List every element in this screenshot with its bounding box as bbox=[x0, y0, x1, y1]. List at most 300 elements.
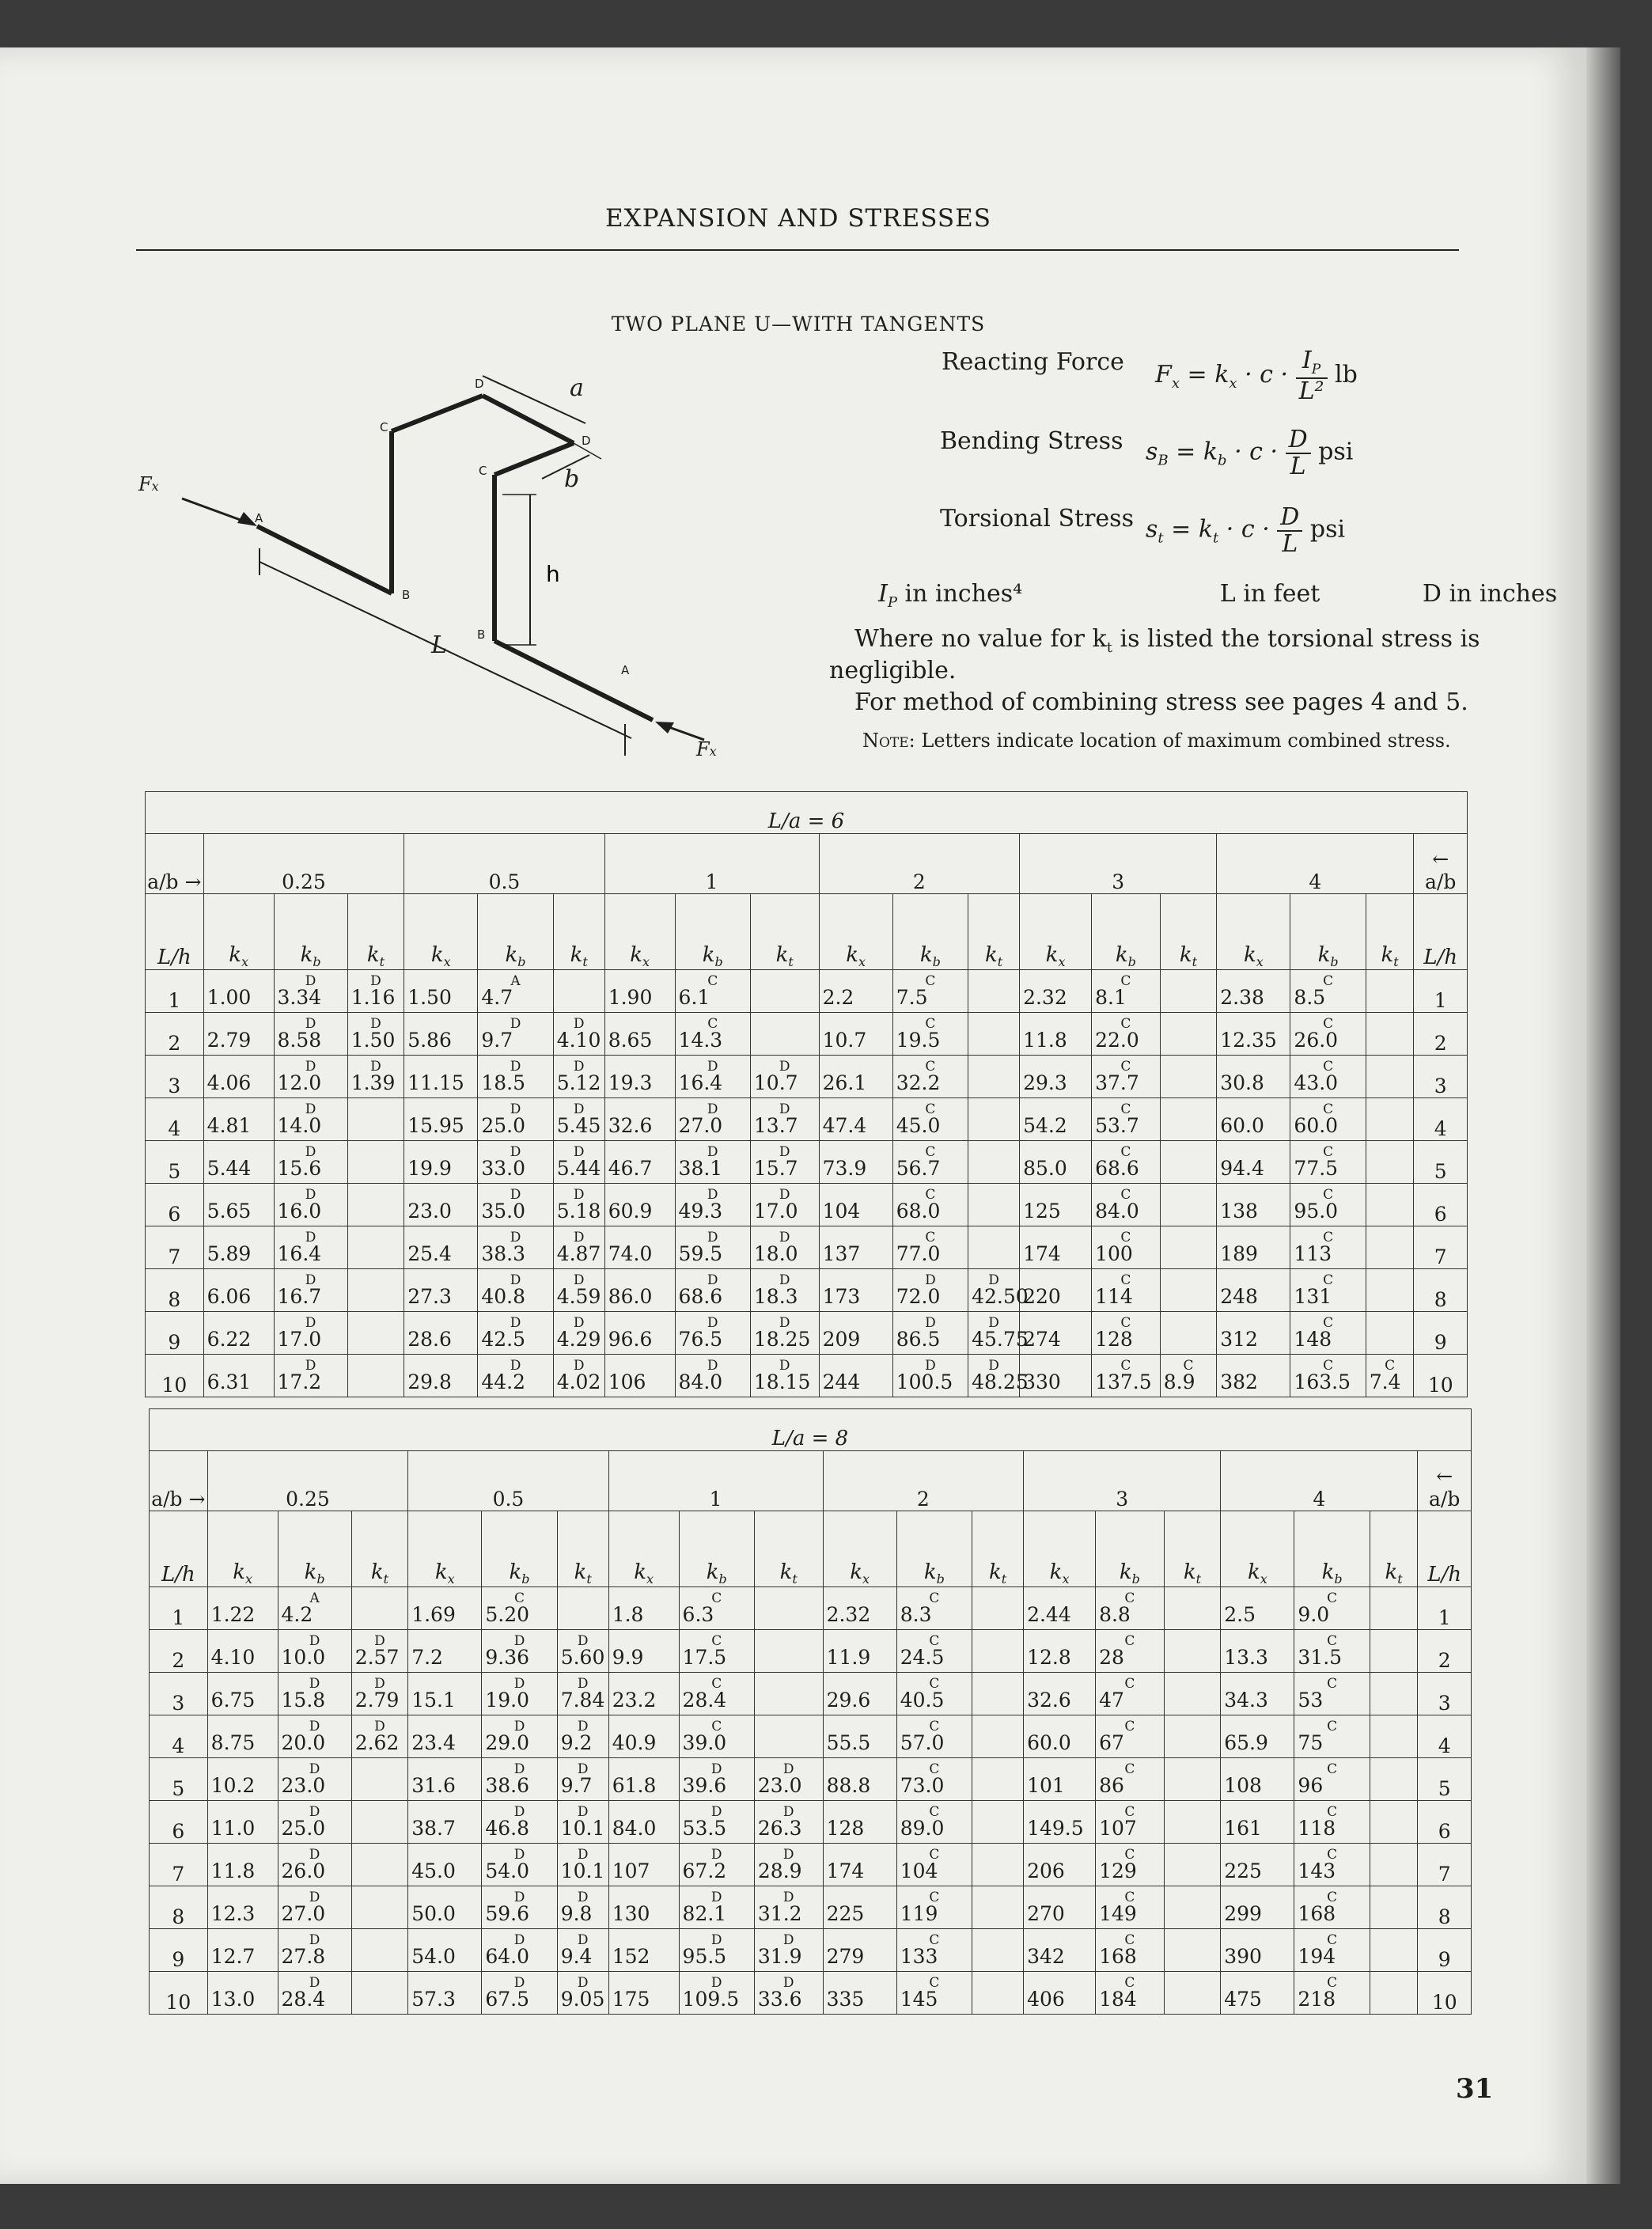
table-cell bbox=[972, 1972, 1024, 2015]
coef-value: 16.0 bbox=[277, 1200, 322, 1223]
coef-value: 7.84 bbox=[560, 1689, 605, 1712]
table-cell bbox=[1092, 1226, 1161, 1269]
coef-value: 2.38 bbox=[1220, 986, 1264, 1009]
stress-location-letter: D bbox=[305, 1358, 316, 1374]
table-cell bbox=[1020, 1056, 1092, 1098]
coef-value: 9.4 bbox=[560, 1945, 593, 1968]
table-cell bbox=[1217, 1141, 1290, 1184]
inner-a-pipe bbox=[494, 443, 574, 475]
stress-location-letter: D bbox=[374, 1633, 385, 1649]
lh-value-left: 10 bbox=[150, 1972, 208, 2015]
stress-location-letter: C bbox=[929, 1932, 940, 1948]
ratio-header: 0.25 bbox=[203, 834, 404, 894]
coef-value: 145 bbox=[900, 1988, 938, 2011]
stress-location-letter: D bbox=[513, 1932, 525, 1948]
table-cell bbox=[1221, 1972, 1294, 2015]
table-cell bbox=[1370, 1972, 1418, 2015]
stress-location-letter: D bbox=[779, 1315, 790, 1331]
table-cell bbox=[207, 1758, 278, 1801]
table-cell bbox=[1096, 1929, 1165, 1972]
table-cell bbox=[408, 1673, 482, 1715]
lh-value-right: 6 bbox=[1418, 1801, 1472, 1844]
stress-location-letter: C bbox=[1124, 1633, 1135, 1649]
table-cell bbox=[1164, 1587, 1221, 1630]
stress-location-letter: C bbox=[1124, 1590, 1135, 1606]
stress-location-letter: C bbox=[1120, 1101, 1131, 1117]
coef-value: 13.7 bbox=[753, 1114, 798, 1137]
coef-header: $k_b$ bbox=[679, 1511, 754, 1587]
lh-value-right: 1 bbox=[1418, 1587, 1472, 1630]
table-cell bbox=[274, 1141, 347, 1184]
coef-value: 2.44 bbox=[1027, 1603, 1071, 1626]
coef-value: 17.5 bbox=[682, 1646, 727, 1669]
stress-location-letter: C bbox=[711, 1719, 722, 1734]
table-cell bbox=[1290, 1184, 1366, 1226]
coef-value: 8.1 bbox=[1095, 986, 1127, 1009]
coef-value: 209 bbox=[822, 1328, 861, 1351]
table-cell bbox=[1092, 1098, 1161, 1141]
lh-value-right: 9 bbox=[1414, 1312, 1468, 1355]
table-cell bbox=[482, 1715, 557, 1758]
coef-value: 244 bbox=[822, 1370, 861, 1393]
coef-value: 168 bbox=[1298, 1902, 1336, 1925]
stress-location-letter: D bbox=[309, 1847, 320, 1863]
table-cell bbox=[1020, 1184, 1092, 1226]
table-cell bbox=[1370, 1587, 1418, 1630]
stress-location-letter: C bbox=[1327, 1633, 1338, 1649]
coef-value: 382 bbox=[1220, 1370, 1258, 1393]
table-cell bbox=[823, 1758, 896, 1801]
table-row bbox=[146, 1312, 1468, 1355]
coef-value: 42.50 bbox=[972, 1285, 1029, 1308]
stress-location-letter: D bbox=[305, 1144, 316, 1160]
table-row bbox=[146, 1184, 1468, 1226]
table-cell bbox=[553, 1013, 604, 1056]
coef-value: 85.0 bbox=[1023, 1157, 1067, 1180]
lh-value-left: 6 bbox=[146, 1184, 204, 1226]
coefficient-table-la6 bbox=[145, 791, 1468, 1397]
table-cell bbox=[1024, 1929, 1096, 1972]
table-row bbox=[150, 1630, 1472, 1673]
stress-location-letter: C bbox=[1327, 1804, 1338, 1820]
coef-value: 8.8 bbox=[1099, 1603, 1131, 1626]
table-cell bbox=[1164, 1801, 1221, 1844]
stress-location-letter: D bbox=[782, 1932, 794, 1948]
table-cell bbox=[408, 1929, 482, 1972]
coef-value: 6.75 bbox=[210, 1689, 256, 1712]
stress-location-letter: C bbox=[1124, 1975, 1135, 1991]
coef-value: 100 bbox=[1095, 1242, 1133, 1265]
table-cell bbox=[557, 1886, 608, 1929]
coef-value: 475 bbox=[1224, 1988, 1262, 2011]
coef-header: $k_x$ bbox=[823, 1511, 896, 1587]
coef-header: $k_x$ bbox=[1024, 1511, 1096, 1587]
stress-location-letter: D bbox=[573, 1059, 585, 1075]
stress-location-letter: D bbox=[707, 1187, 718, 1203]
coef-value: 14.0 bbox=[277, 1114, 322, 1137]
table-cell bbox=[1370, 1715, 1418, 1758]
stress-location-letter: C bbox=[1327, 1890, 1338, 1905]
table-row bbox=[150, 1886, 1472, 1929]
coef-value: 18.15 bbox=[753, 1370, 811, 1393]
coef-value: 39.0 bbox=[682, 1731, 727, 1754]
lh-value-right: 8 bbox=[1418, 1886, 1472, 1929]
table-cell bbox=[1366, 1355, 1414, 1397]
table-cell bbox=[604, 1056, 675, 1098]
coef-value: 47.4 bbox=[822, 1114, 867, 1137]
table-cell bbox=[1221, 1886, 1294, 1929]
table-cell bbox=[203, 1355, 274, 1397]
table-cell bbox=[968, 1013, 1020, 1056]
coef-value: 84.0 bbox=[678, 1370, 723, 1393]
coef-value: 6.22 bbox=[206, 1328, 252, 1351]
coef-value: 138 bbox=[1220, 1200, 1258, 1223]
coef-value: 330 bbox=[1023, 1370, 1061, 1393]
stress-location-letter: C bbox=[1323, 973, 1334, 989]
table-cell bbox=[1290, 1056, 1366, 1098]
coef-value: 1.69 bbox=[411, 1603, 456, 1626]
table-cell bbox=[1217, 970, 1290, 1013]
stress-location-letter: C bbox=[707, 973, 718, 989]
stress-location-letter: D bbox=[707, 1059, 718, 1075]
coef-value: 189 bbox=[1220, 1242, 1258, 1265]
stress-location-letter: C bbox=[711, 1676, 722, 1692]
coef-header: $k_t$ bbox=[1370, 1511, 1418, 1587]
coef-value: 25.0 bbox=[481, 1114, 526, 1137]
table-cell bbox=[1294, 1673, 1370, 1715]
table-cell bbox=[972, 1758, 1024, 1801]
table-cell bbox=[972, 1844, 1024, 1886]
lh-value-left: 9 bbox=[150, 1929, 208, 1972]
ab-arrow-left: a/b → bbox=[146, 834, 204, 894]
stress-location-letter: D bbox=[577, 1633, 589, 1649]
coef-value: 15.7 bbox=[753, 1157, 798, 1180]
coef-value: 61.8 bbox=[612, 1774, 657, 1797]
coef-value: 33.6 bbox=[757, 1988, 802, 2011]
table-cell bbox=[1221, 1587, 1294, 1630]
label-b-left: B bbox=[402, 588, 411, 602]
table-cell bbox=[1164, 1758, 1221, 1801]
stress-location-letter: A bbox=[510, 973, 521, 989]
table-cell bbox=[1024, 1715, 1096, 1758]
coef-value: 54.0 bbox=[485, 1859, 530, 1882]
label-a-right: A bbox=[621, 663, 630, 677]
table-row bbox=[150, 1972, 1472, 2015]
stress-location-letter: D bbox=[573, 1315, 585, 1331]
coef-value: 5.65 bbox=[206, 1200, 252, 1223]
coef-value: 163.5 bbox=[1294, 1370, 1351, 1393]
coef-value: 10.0 bbox=[281, 1646, 326, 1669]
coef-value: 9.7 bbox=[481, 1029, 513, 1052]
stress-location-letter: D bbox=[925, 1358, 936, 1374]
coef-value: 31.2 bbox=[757, 1902, 802, 1925]
coef-value: 5.86 bbox=[407, 1029, 452, 1052]
stress-location-letter: D bbox=[513, 1975, 525, 1991]
table-cell bbox=[608, 1972, 679, 2015]
table-cell bbox=[750, 1312, 819, 1355]
stress-location-letter: C bbox=[1124, 1676, 1135, 1692]
lh-value-left: 1 bbox=[146, 970, 204, 1013]
table-cell bbox=[478, 1355, 553, 1397]
coef-value: 96 bbox=[1298, 1774, 1324, 1797]
stress-location-letter: D bbox=[309, 1761, 320, 1777]
table-cell bbox=[1096, 1801, 1165, 1844]
table-cell bbox=[1164, 1673, 1221, 1715]
coef-value: 4.81 bbox=[206, 1114, 252, 1137]
coef-value: 19.5 bbox=[896, 1029, 941, 1052]
table-cell bbox=[823, 1972, 896, 2015]
coef-value: 84.0 bbox=[1095, 1200, 1139, 1223]
table-cell bbox=[351, 1886, 408, 1929]
coef-header: $k_x$ bbox=[819, 894, 892, 970]
table-cell bbox=[1366, 1141, 1414, 1184]
table-cell bbox=[557, 1630, 608, 1673]
ab-arrow-right: ← a/b bbox=[1418, 1451, 1472, 1511]
table-cell bbox=[1366, 1312, 1414, 1355]
table-cell bbox=[972, 1587, 1024, 1630]
table-cell bbox=[1370, 1630, 1418, 1673]
table-cell bbox=[482, 1972, 557, 2015]
table-cell bbox=[1020, 1013, 1092, 1056]
table-cell bbox=[203, 1184, 274, 1226]
stress-location-letter: D bbox=[305, 1272, 316, 1288]
stress-location-letter: C bbox=[925, 973, 936, 989]
coef-value: 107 bbox=[612, 1859, 650, 1882]
label-c-right: C bbox=[479, 464, 487, 478]
table-cell bbox=[819, 1184, 892, 1226]
units-line: $I_P$ in inches⁴ L in feet D in inches bbox=[878, 580, 1558, 611]
stress-location-letter: D bbox=[577, 1975, 589, 1991]
table-cell bbox=[1217, 1013, 1290, 1056]
stress-location-letter: D bbox=[510, 1016, 521, 1032]
stress-location-letter: D bbox=[577, 1890, 589, 1905]
stress-location-letter: D bbox=[782, 1847, 794, 1863]
lh-value-right: 2 bbox=[1418, 1630, 1472, 1673]
coef-value: 68.6 bbox=[678, 1285, 723, 1308]
table-cell bbox=[608, 1886, 679, 1929]
stress-location-letter: D bbox=[577, 1676, 589, 1692]
table-cell bbox=[972, 1801, 1024, 1844]
coef-value: 57.0 bbox=[900, 1731, 945, 1754]
coef-value: 15.1 bbox=[411, 1689, 456, 1712]
coef-value: 7.4 bbox=[1369, 1370, 1401, 1393]
coef-value: 47 bbox=[1099, 1689, 1124, 1712]
coef-value: 38.1 bbox=[678, 1157, 723, 1180]
table-cell bbox=[408, 1972, 482, 2015]
table-cell bbox=[604, 1312, 675, 1355]
table-cell bbox=[1092, 970, 1161, 1013]
coef-header: $k_t$ bbox=[1366, 894, 1414, 970]
stress-location-letter: D bbox=[510, 1187, 521, 1203]
coef-value: 77.0 bbox=[896, 1242, 941, 1265]
table-cell bbox=[482, 1630, 557, 1673]
coef-value: 1.00 bbox=[206, 986, 252, 1009]
table-cell bbox=[557, 1844, 608, 1886]
coef-header: $k_x$ bbox=[404, 894, 478, 970]
coef-value: 174 bbox=[826, 1859, 865, 1882]
coef-value: 18.3 bbox=[753, 1285, 798, 1308]
coef-value: 24.5 bbox=[900, 1646, 945, 1669]
table-cell bbox=[1096, 1972, 1165, 2015]
coef-value: 28 bbox=[1099, 1646, 1124, 1669]
coef-value: 149.5 bbox=[1027, 1817, 1084, 1840]
table-cell bbox=[351, 1630, 408, 1673]
page-number: 31 bbox=[1456, 2073, 1494, 2105]
coef-value: 174 bbox=[1023, 1242, 1061, 1265]
table-cell bbox=[604, 1013, 675, 1056]
ratio-header: 1 bbox=[608, 1451, 823, 1511]
table-cell bbox=[892, 1355, 968, 1397]
coef-header: $k_b$ bbox=[274, 894, 347, 970]
coef-value: 9.0 bbox=[1298, 1603, 1330, 1626]
table-cell bbox=[754, 1886, 823, 1929]
coef-value: 137.5 bbox=[1095, 1370, 1152, 1393]
stress-location-letter: C bbox=[925, 1230, 936, 1245]
stress-location-letter: D bbox=[988, 1272, 999, 1288]
table-cell bbox=[557, 1929, 608, 1972]
table-cell bbox=[1020, 1141, 1092, 1184]
stress-location-letter: D bbox=[374, 1719, 385, 1734]
table-cell bbox=[1096, 1673, 1165, 1715]
table-cell bbox=[347, 1184, 404, 1226]
lh-header-right: L/h bbox=[1418, 1511, 1472, 1587]
coef-value: 12.0 bbox=[277, 1071, 322, 1094]
table-cell bbox=[278, 1844, 351, 1886]
table-cell bbox=[1024, 1587, 1096, 1630]
coef-header: $k_b$ bbox=[896, 1511, 972, 1587]
coef-value: 95.0 bbox=[1294, 1200, 1339, 1223]
stress-location-letter: D bbox=[707, 1358, 718, 1374]
coef-value: 2.62 bbox=[354, 1731, 400, 1754]
coef-value: 68.6 bbox=[1095, 1157, 1139, 1180]
coef-value: 152 bbox=[612, 1945, 650, 1968]
table-cell bbox=[347, 1355, 404, 1397]
coef-value: 65.9 bbox=[1224, 1731, 1268, 1754]
table-cell bbox=[968, 1269, 1029, 1312]
stress-location-letter: D bbox=[779, 1358, 790, 1374]
table-cell bbox=[968, 1312, 1029, 1355]
table-cell bbox=[823, 1630, 896, 1673]
coef-value: 29.8 bbox=[407, 1370, 452, 1393]
coef-value: 10.7 bbox=[822, 1029, 867, 1052]
lh-value-left: 5 bbox=[150, 1758, 208, 1801]
coef-value: 5.18 bbox=[556, 1200, 601, 1223]
table-row bbox=[150, 1673, 1472, 1715]
coef-value: 8.5 bbox=[1294, 986, 1326, 1009]
table-cell bbox=[754, 1929, 823, 1972]
ratio-header: 0.5 bbox=[404, 834, 605, 894]
table-cell bbox=[1020, 1269, 1092, 1312]
stress-location-letter: D bbox=[513, 1719, 525, 1734]
stress-location-letter: D bbox=[370, 973, 381, 989]
coef-value: 4.2 bbox=[281, 1603, 313, 1626]
coef-value: 67.5 bbox=[485, 1988, 530, 2011]
coef-value: 88.8 bbox=[826, 1774, 871, 1797]
table-cell bbox=[1366, 1269, 1414, 1312]
table-cell bbox=[679, 1673, 754, 1715]
table-cell bbox=[1092, 1013, 1161, 1056]
table-cell bbox=[553, 1312, 604, 1355]
table-cell bbox=[892, 1312, 968, 1355]
coef-value: 44.2 bbox=[481, 1370, 526, 1393]
right-tangent-pipe bbox=[494, 641, 653, 720]
coef-value: 184 bbox=[1099, 1988, 1137, 2011]
table-cell bbox=[278, 1673, 351, 1715]
coef-value: 248 bbox=[1220, 1285, 1258, 1308]
table-cell bbox=[1096, 1715, 1165, 1758]
coef-header: $k_t$ bbox=[351, 1511, 408, 1587]
table-cell bbox=[892, 1141, 968, 1184]
table-cell bbox=[819, 1098, 892, 1141]
table-cell bbox=[679, 1972, 754, 2015]
coef-value: 270 bbox=[1027, 1902, 1065, 1925]
coef-value: 60.0 bbox=[1027, 1731, 1071, 1754]
coef-value: 55.5 bbox=[826, 1731, 871, 1754]
coef-value: 11.9 bbox=[826, 1646, 871, 1669]
table-cell bbox=[207, 1801, 278, 1844]
coef-value: 9.9 bbox=[612, 1646, 644, 1669]
running-head: EXPANSION AND STRESSES bbox=[605, 204, 991, 233]
coef-value: 9.2 bbox=[560, 1731, 593, 1754]
table-title: L/a = 6 bbox=[146, 792, 1468, 834]
coef-value: 39.6 bbox=[682, 1774, 727, 1797]
coef-value: 19.9 bbox=[407, 1157, 452, 1180]
coef-value: 406 bbox=[1027, 1988, 1065, 2011]
table-cell bbox=[553, 1056, 604, 1098]
coef-value: 5.12 bbox=[556, 1071, 601, 1094]
coef-value: 9.8 bbox=[560, 1902, 593, 1925]
coef-value: 86.0 bbox=[608, 1285, 653, 1308]
table-cell bbox=[750, 1184, 819, 1226]
table-cell bbox=[1160, 1269, 1217, 1312]
coef-value: 2.79 bbox=[354, 1689, 400, 1712]
coef-value: 31.9 bbox=[757, 1945, 802, 1968]
coef-value: 5.89 bbox=[206, 1242, 252, 1265]
table-cell bbox=[404, 1269, 478, 1312]
coef-value: 131 bbox=[1294, 1285, 1332, 1308]
coef-value: 26.1 bbox=[822, 1071, 867, 1094]
table-cell bbox=[351, 1929, 408, 1972]
coef-value: 1.39 bbox=[350, 1071, 396, 1094]
coef-value: 16.4 bbox=[277, 1242, 322, 1265]
table-cell bbox=[1160, 970, 1217, 1013]
coef-header: $k_t$ bbox=[553, 894, 604, 970]
coef-value: 12.35 bbox=[1220, 1029, 1277, 1052]
ratio-header: 3 bbox=[1020, 834, 1217, 894]
coef-value: 56.7 bbox=[896, 1157, 941, 1180]
stress-location-letter: D bbox=[513, 1890, 525, 1905]
ratio-header: 2 bbox=[819, 834, 1020, 894]
table-cell bbox=[608, 1587, 679, 1630]
coef-value: 175 bbox=[612, 1988, 650, 2011]
table-cell bbox=[1092, 1184, 1161, 1226]
stress-location-letter: D bbox=[710, 1932, 722, 1948]
stress-location-letter: D bbox=[513, 1633, 525, 1649]
table-cell bbox=[604, 1226, 675, 1269]
table-cell bbox=[351, 1673, 408, 1715]
coef-value: 8.9 bbox=[1163, 1370, 1195, 1393]
stress-location-letter: D bbox=[707, 1230, 718, 1245]
stress-location-letter: D bbox=[573, 1358, 585, 1374]
stress-location-letter: C bbox=[1124, 1847, 1135, 1863]
coef-value: 206 bbox=[1027, 1859, 1065, 1882]
lh-value-right: 10 bbox=[1418, 1972, 1472, 2015]
table-cell bbox=[207, 1630, 278, 1673]
table-cell bbox=[1366, 1184, 1414, 1226]
table-cell bbox=[972, 1630, 1024, 1673]
coef-header: $k_t$ bbox=[750, 894, 819, 970]
table-cell bbox=[207, 1715, 278, 1758]
